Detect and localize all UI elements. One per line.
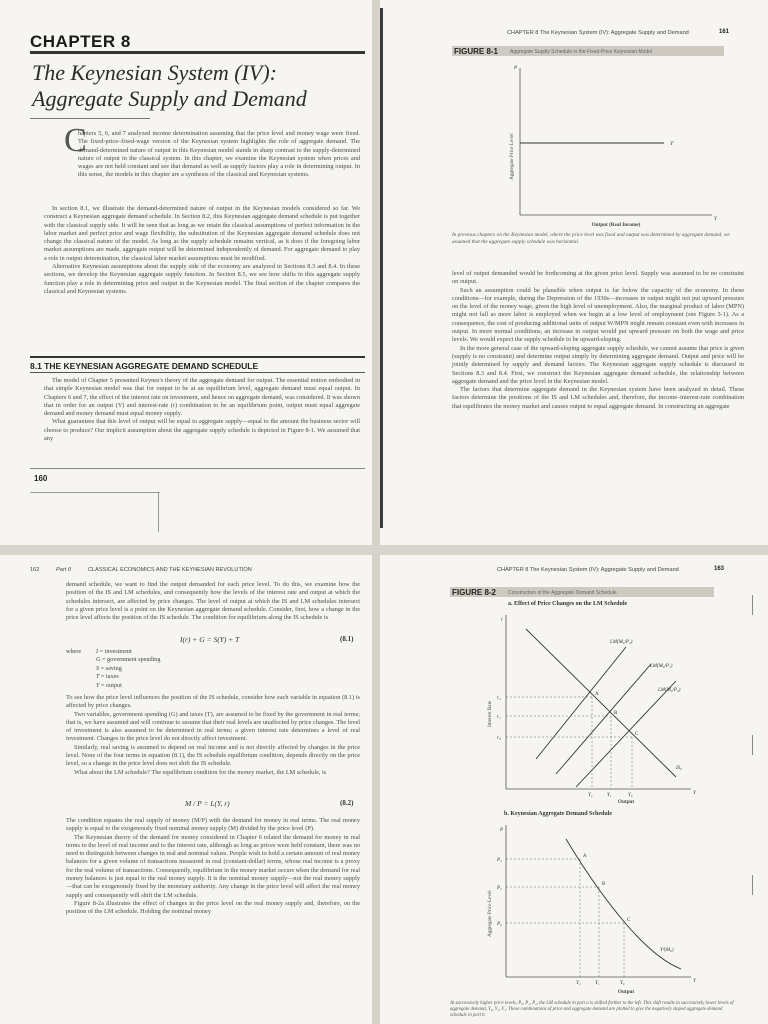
figure-caption: Construction of the Aggregate Demand Schedule <box>508 590 617 596</box>
equation-8-2-number: (8.2) <box>340 799 354 807</box>
page-161-body <box>452 270 744 411</box>
paragraph-5: What about the LM schedule? The equilibrium condition for the money market, the LM schedule, is <box>74 768 327 776</box>
page-160 <box>0 0 372 545</box>
p-axis-letter: P <box>513 66 517 71</box>
point-a: A <box>595 692 599 697</box>
paragraph-2: Such an assumption could be plausible when output is far below the capacity of the economy. In these conditions—for example, during the Depression of the 1930s—increases in output might not put upward pressure on the level of the money wage, given the high level of unemployment. Also, the marginal product of labor (MPN) might not fall as more labor is employed when we begin at a low level of employment (see Figure 3-1). As a consequence, the cost of producing additional units of output W/MPN might remain constant even with increases in output. In more normal conditions, an increase in output would put upward pressure on both the wage and price levels. We would expect the supply schedule to be upward-sloping. <box>452 286 744 344</box>
scan-mark-vertical <box>158 492 159 532</box>
a-x-axis-title: Output <box>617 799 635 805</box>
x-axis-title: Output (Real Income) <box>591 222 641 228</box>
b-point-a: A <box>583 854 587 859</box>
panel-b-title: b. Keynesian Aggregate Demand Schedule <box>504 811 613 817</box>
p-axis-letter: P <box>499 828 503 833</box>
paragraph-3: Two variables, government spending (G) and taxes (T), are assumed to be fixed by the government in real terms; that is, we have assumed and will continue to assume that their real levels are unaffected by price changes. The level of investment is also assumed to be determined in real terms; a given interest rate determines a level of real investment. Changes in the price level do not directly affect investment. <box>66 710 360 743</box>
page-162-body-b <box>66 817 360 917</box>
r-axis-letter: r <box>501 618 503 623</box>
scan-mark <box>30 492 160 493</box>
chapter-label: CHAPTER 8 <box>30 32 131 51</box>
definition-row: Y = output <box>96 681 122 689</box>
page-number: 160 <box>34 474 48 483</box>
definition-row: S = saving <box>96 664 122 672</box>
lm-p1-label: LM(M₀/P₁) <box>650 664 673 669</box>
paragraph-3: In the more general case of the upward-sloping aggregate supply schedule, we cannot assume that price is given (supply is no constraint) and determine output simply by determining aggregate demand. Output and price will be jointly determined by supply and demand factors. The Keynesian aggregate supply schedule is discussed in Sections 8.3 and 8.4. First, we construct the Keynesian aggregate demand schedule, the relationship between aggregate demand and the price level in the Keynesian model. <box>452 344 744 385</box>
panel-b-aggregate-demand-chart <box>476 819 706 999</box>
page-number: 161 <box>719 29 730 35</box>
r1-label: r₁ <box>497 715 501 720</box>
part-label: Part II <box>56 567 71 573</box>
lm-curve-p2 <box>536 647 626 759</box>
b-y-axis-title: Aggregate Price Level <box>487 890 493 937</box>
y0-label: Y₀ <box>628 793 633 798</box>
b-point-c: C <box>627 918 631 923</box>
point-b: B <box>614 711 618 716</box>
is-label: IS₀ <box>676 766 682 771</box>
section-body <box>44 377 360 443</box>
intro-paragraphs <box>44 205 360 296</box>
drop-cap: C <box>64 122 87 159</box>
b-y-letter: Y <box>693 979 696 984</box>
b-x-axis-title: Output <box>617 989 635 995</box>
page-161 <box>380 0 768 545</box>
margin-mark <box>752 595 753 615</box>
figure-note: At successively higher price levels, P₀, P₁, P₂, the LM schedule in part a is shifted farther to the left. This shift results in successively lower levels of aggregate demand, Y₀, Y₁, Y₂. These combinations of price and aggregate demand are plotted to give the negatively sloped aggregate demand schedule in part b. <box>450 1001 734 1018</box>
y-axis-title: Aggregate Price Level <box>509 133 515 180</box>
chapter-title-line-1: The Keynesian System (IV): <box>32 60 277 85</box>
paragraph-2: To see how the price level influences the position of the IS schedule, consider how each variable in equation (8.1) is affected by price changes. <box>66 694 360 710</box>
equation-8-1: I(r) + G = S(Y) + T <box>180 635 240 644</box>
page-edge-line <box>380 8 383 528</box>
a-y-axis-title: Interest Rate <box>487 700 493 727</box>
chapter-title-line-2: Aggregate Supply and Demand <box>32 86 307 111</box>
running-head: CLASSICAL ECONOMICS AND THE KEYNESIAN REVOLUTION <box>88 567 252 573</box>
page-162-body-a <box>66 694 360 777</box>
y1-label: Y₁ <box>607 793 612 798</box>
lm-p2-label: LM(M₀/P₂) <box>610 640 633 645</box>
supply-label: Y' <box>670 142 674 147</box>
figure-8-1-chart <box>480 60 730 232</box>
definition-row: I = investment <box>96 648 132 655</box>
equation-8-2: M / P = L(Y, r) <box>185 799 230 808</box>
p1-label: P₁ <box>497 886 502 891</box>
book-spine <box>372 0 380 1024</box>
figure-label: FIGURE 8-1 <box>454 47 499 56</box>
r2-label: r₂ <box>497 696 501 701</box>
definition-row: T = taxes <box>96 673 119 681</box>
intro-paragraph-1: hapters 5, 6, and 7 analyzed income determination assuming that the price level and money wage were fixed. The fixed-price–fixed-wage version of the Keynesian system highlights the role of aggregate demand. The demand-determined nature of output in this Keynesian model stands in sharp contrast to the supply-determined nature of output in the classical system. In this chapter, we examine the Keynesian system when prices and wages are not held constant and see that demand as well as supply factors play a role in determining output. In this sense, the models in this chapter are a synthesis of the classical and Keynesian systems. <box>78 130 360 179</box>
section-rule-top <box>30 356 365 358</box>
page-162-intro <box>66 581 360 622</box>
y-axis-letter: Y <box>714 217 717 222</box>
margin-mark <box>752 735 753 755</box>
variable-definitions <box>96 648 161 690</box>
intro-paragraph-2: In section 8.1, we illustrate the demand-determined nature of output in the Keynesian models considered so far. We construct a Keynesian aggregate demand schedule. In Section 8.2, this Keynesian aggregate demand schedule is put together with the classical supply side. It will be seen that as long as we retain the classical assumptions of perfect information in the labor market and perfect price and wage flexibility, the substitution of the Keynesian aggregate demand schedule does not change the classical nature of the model. As long as the supply schedule remains vertical, as it does if the foregoing labor market assumptions are made, aggregate output will be determined independently of demand. For aggregate demand to play a role in output determination, the classical labor market assumptions must be modified. <box>44 205 360 262</box>
paragraph-4: Similarly, real saving is assumed to depend on real income and is not directly affected by changes in the price level. None of the four terms in equation (8.1), the IS schedule equilibrium condition, depends directly on the price level, so a change in the price level does not shift the IS schedule. <box>66 743 360 768</box>
paragraph-1: level of output demanded would be forthcoming at the given price level. Supply was assumed to be no constraint on output. <box>452 270 744 286</box>
equation-8-1-number: (8.1) <box>340 635 354 643</box>
page-162 <box>0 555 372 1024</box>
definition-row: G = government spending <box>96 656 161 664</box>
paragraph-1: demand schedule, we want to find the output demanded for each price level. To do this, we examine how the position of the IS and LM schedules, and consequently how the levels of the interest rate and output at which the schedules intersect, are affected by price changes. The level of output at which the IS and LM schedules intersect for a given price level is a point on the Keynesian aggregate demand schedule. Consider, first, how a change in the price level affects the position of the IS schedule. The condition for equilibrium along the IS schedule is <box>66 581 360 622</box>
paragraph-8: Figure 8-2a illustrates the effect of changes in the price level on the real money supply and, therefore, on the position of the LM schedule. Holding the nominal money <box>66 899 360 916</box>
b-point-b: B <box>602 882 606 887</box>
running-head: CHAPTER 8 The Keynesian System (IV): Aggregate Supply and Demand <box>507 30 689 36</box>
panel-a-title: a. Effect of Price Changes on the LM Schedule <box>508 601 628 607</box>
paragraph-7: The Keynesian theory of the demand for money considered in Chapter 6 related the demand for money in real terms to the level of real income and to the interest rate, although as long as prices were held constant, there was no need to distinguish between changes in real and nominal values. People wish to hold a certain amount of real money balances for a given volume of transactions measured in real (constant-dollar) terms, whose real income is a proxy for the real volume of transactions. Consequently, equilibrium in the money market occurs when the demand for real money balances is just equal to the real money supply. It is the nominal money supply—not the real money supply—that can be exogenously fixed by the monetary authority. Any change in the price level will affect the real money supply and consequently will shift the LM schedule. <box>66 833 360 899</box>
chapter-title <box>32 60 362 112</box>
page-163 <box>380 555 768 1024</box>
section-rule-bottom <box>30 372 365 373</box>
b-y1-label: Y₁ <box>595 981 600 986</box>
a-y-letter: Y <box>693 791 696 796</box>
b-y0-label: Y₀ <box>620 981 625 986</box>
r0-label: r₀ <box>497 736 501 741</box>
paragraph-6: The condition equates the real supply of money (M/P) with the demand for money in real terms. The real money supply is equal to the exogenously fixed nominal money supply (M) divided by the price level (P). <box>66 817 360 833</box>
paragraph-4: The factors that determine aggregate demand in the Keynesian system have been analyzed in detail. These factors determine the positions of the IS and LM schedules and, therefore, the income–interest-rate combination that equilibrates the money market and causes output to equal aggregate demand. In constructing an aggregate <box>452 386 744 410</box>
p0-label: P₀ <box>497 922 502 927</box>
chapter-rule <box>30 51 365 54</box>
page-number: 162 <box>30 567 40 573</box>
section-paragraph-2: What guarantees that this level of output will be equal to aggregate supply—equal to the amount the business sector will choose to produce? Our implicit assumption about the aggregate supply schedule is depicted in Figure 8-1. We assumed that any <box>44 418 360 443</box>
y2-label: Y₂ <box>588 793 593 798</box>
p2-label: P₂ <box>497 858 502 863</box>
ad-label: Yᵈ(M₀) <box>660 948 674 953</box>
figure-caption: Aggregate Supply Schedule in the Fixed-Price Keynesian Model <box>510 49 653 55</box>
lm-p0-label: LM(M₀/P₀) <box>658 688 681 693</box>
figure-label: FIGURE 8-2 <box>452 588 497 597</box>
section-heading: 8.1 THE KEYNESIAN AGGREGATE DEMAND SCHEDULE <box>30 361 259 371</box>
where-label: where <box>66 648 82 655</box>
b-y2-label: Y₂ <box>576 981 581 986</box>
margin-mark <box>752 875 753 895</box>
title-underline <box>30 118 150 119</box>
page-number: 163 <box>714 566 725 572</box>
intro-paragraph-3: Alternative Keynesian assumptions about the supply side of the economy are analyzed in Sections 8.3 and 8.4. In these sections, we develop the Keynesian aggregate supply function. In Section 8.5, we see how shifts in this aggregate supply function play a role in determining price and output in the Keynesian model. The final section of the chapter compares the classical and Keynesian systems. <box>44 263 360 295</box>
point-c: C <box>635 732 639 737</box>
figure-note: In previous chapters on the Keynesian model, where the price level was fixed and output was determined by aggregate demand, we assumed that the aggregate supply schedule was horizontal. <box>452 232 730 245</box>
panel-a-is-lm-diagram <box>476 609 706 809</box>
running-head: CHAPTER 8 The Keynesian System (IV): Aggregate Supply and Demand <box>497 567 679 573</box>
footer-rule <box>30 468 365 469</box>
is-curve <box>526 629 676 777</box>
section-paragraph-1: The model of Chapter 5 presented Keynes's theory of the aggregate demand for output. The essential notion embodied in that simple Keynesian model was that for output to be at an equilibrium level, aggregate demand must equal output. In Chapters 6 and 7, the effect of the interest rate on investment, and hence on aggregate demand, was considered. It was shown that in order for an output (Y) and interest-rate (r) combination to be an equilibrium point, output must equal aggregate demand and money demand must equal money supply. <box>44 377 360 418</box>
scan-divider <box>0 545 768 555</box>
